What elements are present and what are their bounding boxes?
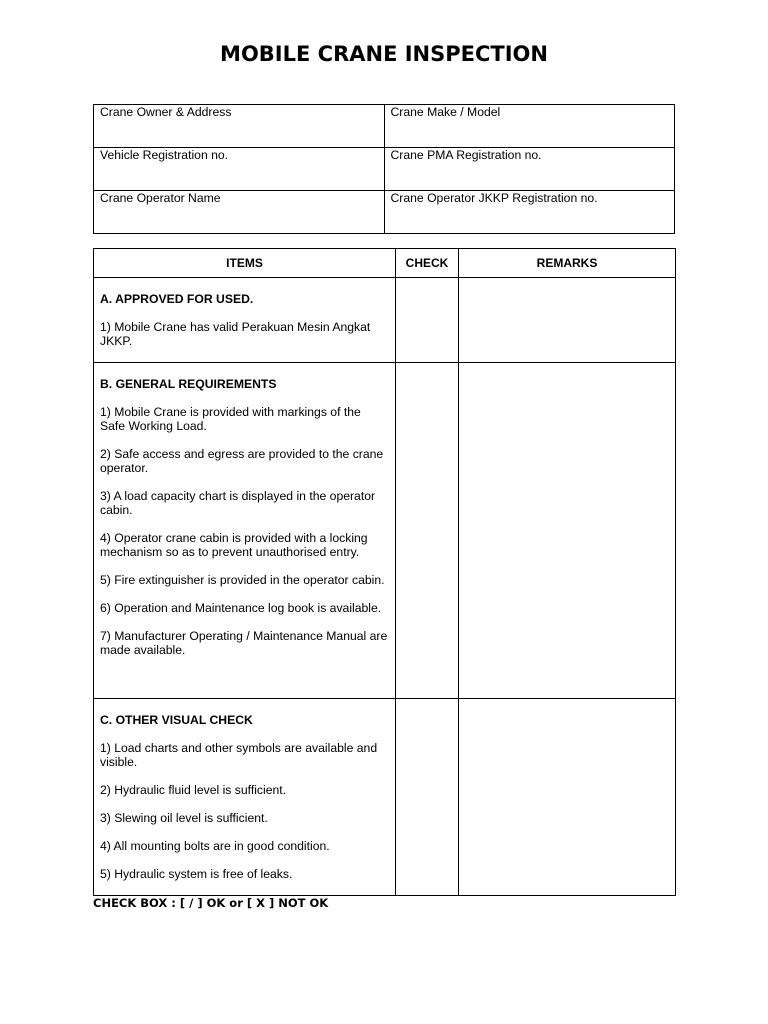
check-box-legend: CHECK BOX : [ / ] OK or [ X ] NOT OK bbox=[93, 896, 329, 910]
pma-registration-field[interactable] bbox=[384, 148, 675, 191]
inspection-item: 5) Hydraulic system is free of leaks. bbox=[100, 867, 293, 881]
inspection-items-table bbox=[93, 248, 676, 896]
inspection-item: 3) A load capacity chart is displayed in the operator cabin. bbox=[100, 489, 376, 517]
crane-owner-field[interactable] bbox=[94, 105, 385, 148]
crane-make-label: Crane Make / Model bbox=[390, 105, 501, 119]
inspection-item: 4) All mounting bolts are in good condition. bbox=[100, 839, 330, 853]
inspection-item: 2) Safe access and egress are provided to the crane operator. bbox=[100, 447, 384, 475]
section-heading: A. APPROVED FOR USED. bbox=[100, 292, 254, 306]
inspection-item: 1) Mobile Crane has valid Perakuan Mesin Angkat JKKP. bbox=[100, 320, 371, 348]
section-a-items bbox=[94, 278, 396, 363]
items-column-header: ITEMS bbox=[94, 249, 396, 278]
check-cell-b[interactable] bbox=[396, 363, 459, 699]
inspection-item: 1) Load charts and other symbols are available and visible. bbox=[100, 741, 378, 769]
page-title: MOBILE CRANE INSPECTION bbox=[220, 42, 548, 66]
vehicle-registration-field[interactable] bbox=[94, 148, 385, 191]
inspection-item: 6) Operation and Maintenance log book is available. bbox=[100, 601, 382, 615]
section-heading: B. GENERAL REQUIREMENTS bbox=[100, 377, 277, 391]
crane-make-field[interactable] bbox=[384, 105, 675, 148]
inspection-item: 1) Mobile Crane is provided with markings of the Safe Working Load. bbox=[100, 405, 361, 433]
remarks-cell-c[interactable] bbox=[459, 699, 676, 896]
remarks-cell-b[interactable] bbox=[459, 363, 676, 699]
crane-owner-label: Crane Owner & Address bbox=[100, 105, 232, 119]
check-cell-c[interactable] bbox=[396, 699, 459, 896]
section-heading: C. OTHER VISUAL CHECK bbox=[100, 713, 253, 727]
jkkp-registration-label: Crane Operator JKKP Registration no. bbox=[390, 191, 598, 205]
jkkp-registration-field[interactable] bbox=[384, 191, 675, 234]
check-column-header: CHECK bbox=[396, 249, 459, 278]
section-b-items bbox=[94, 363, 396, 699]
pma-registration-label: Crane PMA Registration no. bbox=[390, 148, 542, 162]
inspection-item: 7) Manufacturer Operating / Maintenance Manual are made available. bbox=[100, 629, 388, 657]
vehicle-registration-label: Vehicle Registration no. bbox=[100, 148, 229, 162]
check-cell-a[interactable] bbox=[396, 278, 459, 363]
crane-info-table bbox=[93, 104, 675, 234]
remarks-column-header: REMARKS bbox=[459, 249, 676, 278]
operator-name-label: Crane Operator Name bbox=[100, 191, 221, 205]
inspection-item: 4) Operator crane cabin is provided with a locking mechanism so as to prevent unauthorised entry. bbox=[100, 531, 368, 559]
remarks-cell-a[interactable] bbox=[459, 278, 676, 363]
section-c-items bbox=[94, 699, 396, 896]
inspection-item: 5) Fire extinguisher is provided in the operator cabin. bbox=[100, 573, 385, 587]
inspection-item: 3) Slewing oil level is sufficient. bbox=[100, 811, 268, 825]
operator-name-field[interactable] bbox=[94, 191, 385, 234]
inspection-item: 2) Hydraulic fluid level is sufficient. bbox=[100, 783, 287, 797]
